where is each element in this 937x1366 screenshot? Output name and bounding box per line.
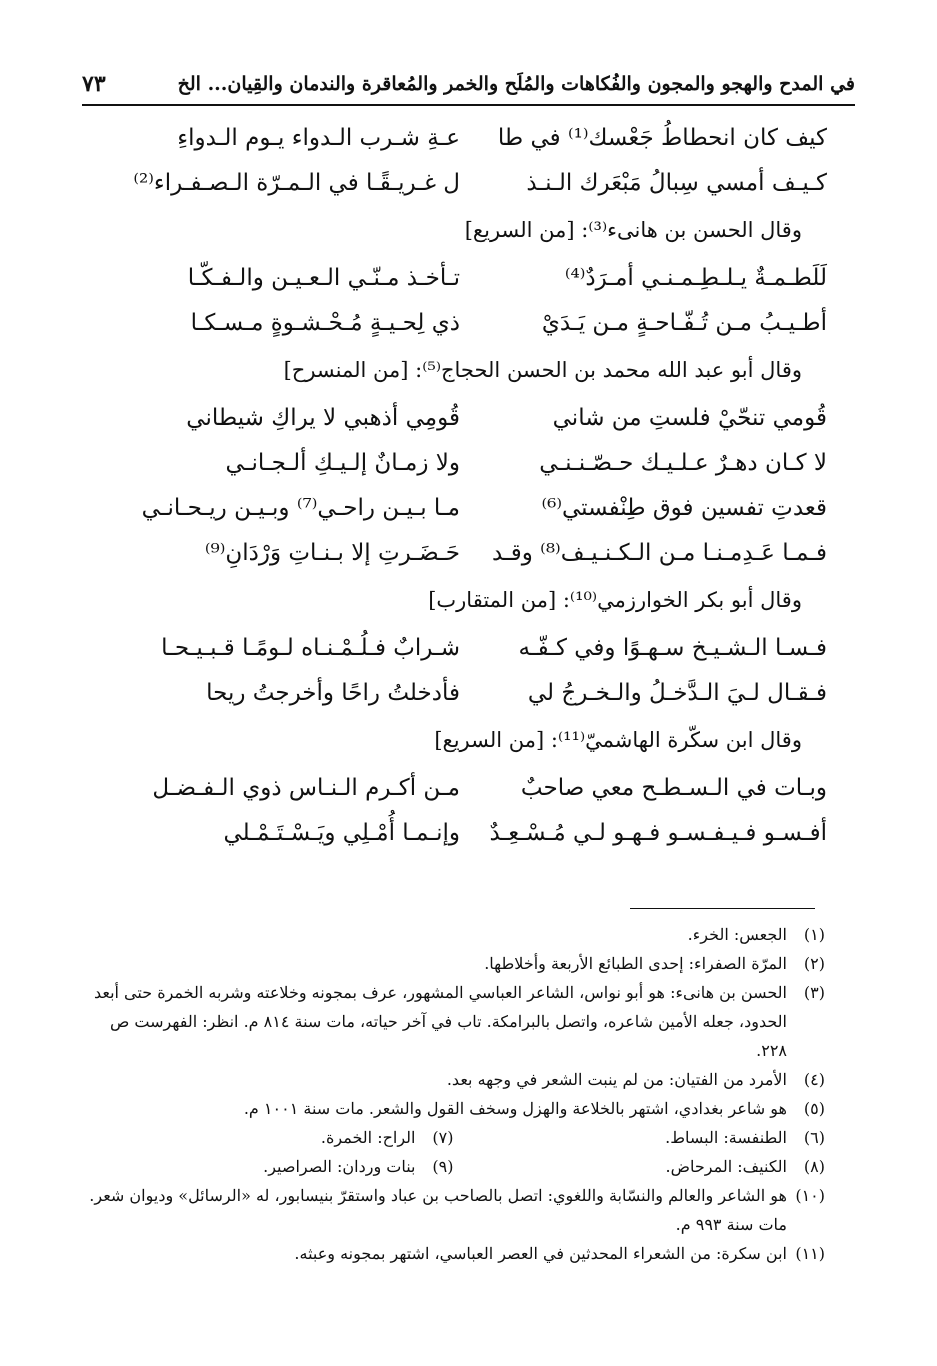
footnote-text: الجعس: الخرء. [687,925,787,944]
footnote-number: (٦) [803,1128,825,1147]
footnote [82,1094,825,1123]
verse-line [120,810,827,855]
second-hemistich: تـأخـذ مـنّـي الـعـيـن والـفـكّـا [187,264,460,291]
verse-line [120,395,827,440]
second-hemistich: مـا بـيـن راحـي⁽⁷⁾ وبـيـن ريـحـانـي [141,494,460,521]
footnote-text: الراح: الخمرة. [320,1128,416,1147]
poem-body [120,115,827,855]
footnote [454,1123,826,1152]
footnote-number: (١) [803,925,825,944]
poet-intro: وقال أبو عبد الله محمد بن الحسن الحجاج⁽⁵⁾: [من المنسرح] [283,358,802,382]
footnote-number: (٧) [432,1128,454,1147]
footnote [82,1239,825,1268]
verse-line [120,765,827,810]
page-header [82,64,855,106]
footnote-text: الكنيف: المرحاض. [665,1157,787,1176]
poet-intro: وقال أبو بكر الخوارزمي⁽¹⁰⁾: [من المتقارب] [428,588,802,612]
footnote-text: الأمرد من الفتيان: من لم ينبت الشعر في وجهه بعد. [446,1070,787,1089]
footnote-text: هو الشاعر والعالم والنسّابة واللغوي: اتصل بالصاحب بن عباد واستقرّ بنيسابور، له «الرسائل» وديوان شعر. مات سنة ٩٩٣ م. [89,1186,787,1234]
footnote-pair-row [82,1152,825,1181]
first-hemistich: أفـسـو فـيـفـسـو فـهـو لـي مُـسْـعِـدٌ [489,819,827,846]
first-hemistich: أطـيـبُ مـن تُـفّـاحـةٍ مـن يَـدَيْ [541,309,827,336]
running-title: في المدح والهجو والمجون والفُكاهات والمُلَح والخمر والمُعاقرة والندمان والقِيان... الخ [177,73,855,95]
first-hemistich: قُومي تنحّيْ فلستِ من شاني [552,404,827,431]
second-hemistich: ل غـريـقًـا في الـمـرّة الـصـفـراء⁽²⁾ [133,169,460,196]
first-hemistich: فـمـا عَـدِمـنـا مـن الـكـنـيـف⁽⁸⁾ وقـد [491,539,827,566]
footnote-text: بنات وردان: الصراصير. [263,1157,416,1176]
footnote-text: ابن سكرة: من الشعراء المحدثين في العصر العباسي، اشتهر بمجونه وعبثه. [294,1244,787,1263]
footnote-number: (١٠) [795,1186,825,1205]
footnote-text: المرّة الصفراء: إحدى الطبائع الأربعة وأخلاطها. [484,954,787,973]
footnote-text: هو شاعر بغدادي، اشتهر بالخلاعة والهزل وسخف القول والشعر. مات سنة ١٠٠١ م. [243,1099,787,1118]
footnote-number: (٨) [803,1157,825,1176]
poet-intro: وقال ابن سكّرة الهاشميّ⁽¹¹⁾: [من السريع] [434,728,802,752]
verse-line [120,670,827,715]
footnote [82,1152,454,1181]
first-hemistich: كـيـف أمسي سِبالُ مَبْعَرك الـنـذ [526,169,827,196]
first-hemistich: كيف كان انحطاطُ جَعْسك⁽¹⁾ في طا [497,124,827,151]
footnote-number: (٣) [803,983,825,1002]
verse-line [120,440,827,485]
second-hemistich: وإنـمـا أُمْـلِي ويَـسْـتَـمْـلي [223,819,460,846]
first-hemistich: فـقـال لـيَ الـدَّخـلُ والـخـرجُ لي [527,679,827,706]
verse-line [120,625,827,670]
first-hemistich: قعدتِ تفسين فوق طِنْفستي⁽⁶⁾ [541,494,827,521]
first-hemistich: فـسـا الـشـيـخ سـهـوًا وفي كـفّـه [518,634,827,661]
second-hemistich: فأدخلتُ راحًا وأخرجتُ ريحا [206,679,460,706]
second-hemistich: قُومِي أذهبي لا يراكِ شيطاني [186,404,460,431]
footnote [82,949,825,978]
second-hemistich: شـرابٌ فـلُـمْـنـاه لـومًـا قـبـيـحـا [161,634,460,661]
second-hemistich: ذي لِحـيـةٍ مُـحْـشـوةٍ مـسـكـا [190,309,460,336]
verse-line [120,160,827,205]
footnote-text: الحسن بن هانىء: هو أبو نواس، الشاعر العباسي المشهور، عرف بمجونه وخلاعته وشربه الخمرة حتى أبعد الحدود، جعله الأمين شاعره، واتصل بالبرامكة. تاب في آخر حياته، مات سنة ٨١٤ م. انظر: الفهرست ص ٢٢٨. [93,983,787,1060]
first-hemistich: وبـات في الـسـطـح معي صاحبٌ [520,774,827,801]
footnote [82,1181,825,1239]
footnote [82,978,825,1065]
footnote-number: (٩) [432,1157,454,1176]
poet-intro: وقال الحسن بن هانىء⁽³⁾: [من السريع] [464,218,802,242]
verse-line [120,300,827,345]
footnote-separator [630,908,815,909]
second-hemistich: مـن أكـرم الـنـاس ذوي الـفـضـل [152,774,460,801]
footnote-number: (١١) [795,1244,825,1263]
footnotes [82,920,825,1268]
footnote [82,920,825,949]
verse-line [120,485,827,530]
footnote [454,1152,826,1181]
verse-line [120,530,827,575]
footnote-pair-row [82,1123,825,1152]
first-hemistich: لا كـان دهـرٌ عـلـيـك حـصّـنـنـي [539,449,827,476]
verse-line [120,255,827,300]
verse-line [120,115,827,160]
footnote-number: (٢) [803,954,825,973]
first-hemistich: لَلَطـمـةٌ يـلـطِـمـنـي أمـرَدٌ⁽⁴⁾ [564,264,827,291]
footnote-number: (٤) [803,1070,825,1089]
footnote [82,1065,825,1094]
page-number: ٧٣ [82,71,106,97]
footnote-number: (٥) [803,1099,825,1118]
second-hemistich: حَـضَـرتِ إلا بـنـاتِ وَرْدَانِ⁽⁹⁾ [204,539,460,566]
second-hemistich: عـةِ شـرب الـدواء يـوم الـدواءِ [177,124,460,151]
footnote-text: الطنفسة: البساط. [665,1128,787,1147]
second-hemistich: ولا زمـانٌ إلـيـكِ ألـجـانـي [225,449,460,476]
footnote [82,1123,454,1152]
